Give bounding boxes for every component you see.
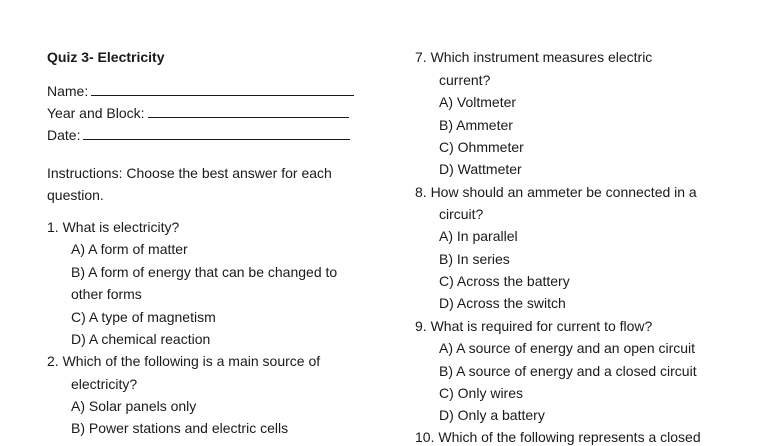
question-9-option-d: D) Only a battery [439,407,545,423]
question-7-option-c: C) Ohmmeter [439,139,524,155]
question-1-option-d: D) A chemical reaction [71,331,211,347]
instructions-line-2: question. [47,187,104,203]
question-9-option-b: B) A source of energy and a closed circuit [439,363,697,379]
name-blank[interactable] [91,83,354,96]
question-2-option-a: A) Solar panels only [71,398,197,414]
question-9-option-c: C) Only wires [439,385,524,401]
question-8-stem-cont: circuit? [439,206,484,222]
question-7-stem-cont: current? [439,72,491,88]
question-8-option-c: C) Across the battery [439,273,570,289]
question-8-option-d: D) Across the switch [439,295,566,311]
question-1-option-b-cont: other forms [71,286,142,302]
question-1-stem: 1. What is electricity? [47,219,180,235]
question-7-option-d: D) Wattmeter [439,161,522,177]
date-blank[interactable] [83,127,350,140]
question-10-stem: 10. Which of the following represents a closed [415,429,701,445]
question-9-option-a: A) A source of energy and an open circuit [439,340,696,356]
date-field [47,126,350,144]
quiz-title: Quiz 3- Electricity [47,49,165,65]
instructions-line-1: Instructions: Choose the best answer for each [47,165,332,181]
question-1-option-b: B) A form of energy that can be changed to [71,264,338,280]
question-1-option-c: C) A type of magnetism [71,309,216,325]
question-8-option-b: B) In series [439,251,510,267]
question-8-stem: 8. How should an ammeter be connected in a [415,184,697,200]
question-8-option-a: A) In parallel [439,228,518,244]
name-label: Name: [47,83,89,99]
question-9-stem: 9. What is required for current to flow? [415,318,653,334]
name-field [47,82,354,100]
year-block-field [47,104,349,122]
question-1-option-a: A) A form of matter [71,241,188,257]
question-2-stem: 2. Which of the following is a main source of [47,353,321,369]
date-label: Date: [47,127,81,143]
question-2-option-b: B) Power stations and electric cells [71,420,289,436]
question-7-option-b: B) Ammeter [439,117,513,133]
year-block-label: Year and Block: [47,105,145,121]
question-2-stem-cont: electricity? [71,376,138,392]
question-7-stem: 7. Which instrument measures electric [415,49,653,65]
year-block-blank[interactable] [148,105,349,118]
question-7-option-a: A) Voltmeter [439,94,517,110]
